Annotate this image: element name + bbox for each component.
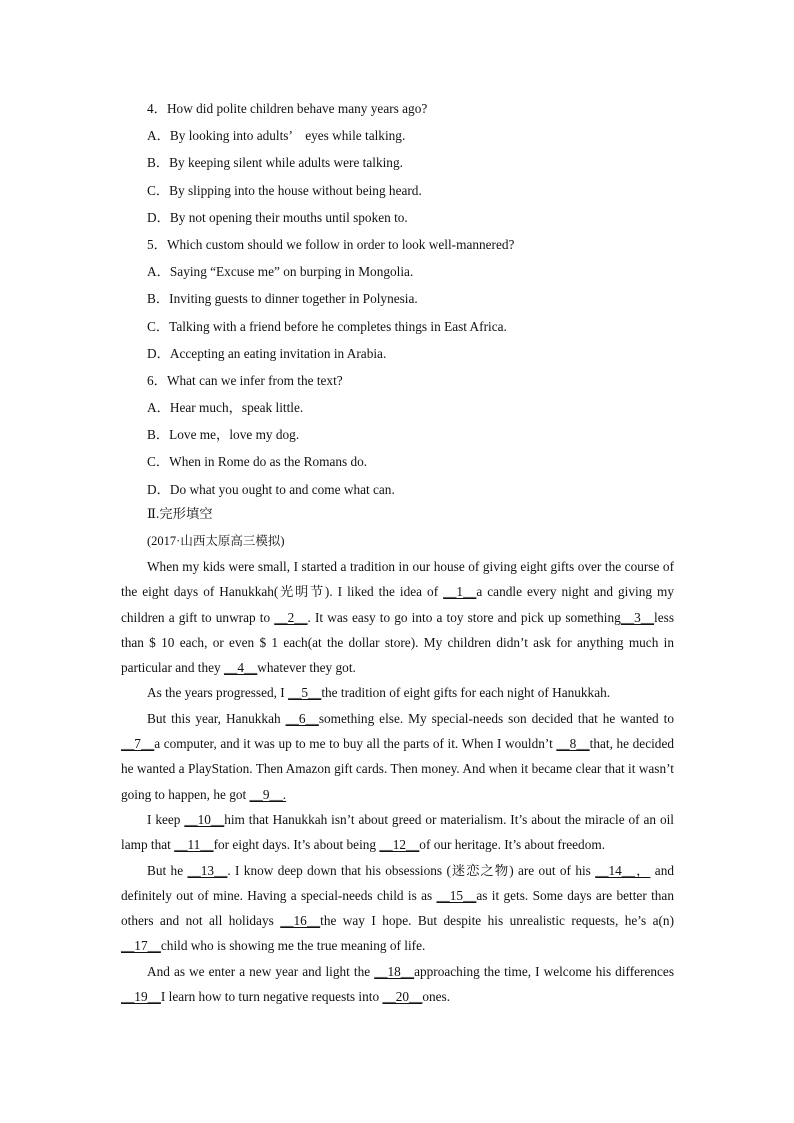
passage-text: of our heritage. It’s about freedom. xyxy=(419,837,606,853)
cloze-blank: __14__， xyxy=(595,862,651,878)
cloze-blank: __4__ xyxy=(224,660,258,676)
cloze-blank: __20__ xyxy=(382,989,423,1005)
cloze-blank: __19__ xyxy=(121,989,161,1005)
option-c: C．When in Rome do as the Romans do. xyxy=(147,454,368,470)
cloze-blank: __12__ xyxy=(379,837,420,853)
passage-text: When my kids were small, I started a tradition in our house of giving eight gifts over the course of the eight days of Hanukkah(光明节). I liked the idea of xyxy=(121,559,674,600)
passage-paragraph xyxy=(121,807,674,858)
option-b: B．By keeping silent while adults were talking. xyxy=(147,155,403,171)
passage-text: something else. My special-needs son decided that he wanted to xyxy=(318,710,674,726)
passage-text: . I know deep down that his obsessions (迷恋之物) are out of his xyxy=(227,862,596,878)
option-c: C．By slipping into the house without being heard. xyxy=(147,182,422,198)
question-list xyxy=(147,95,707,503)
passage-text: for eight days. It’s about being xyxy=(213,837,380,853)
passage-text: a computer, and it was up to me to buy all the parts of it. When I wouldn’t xyxy=(154,736,557,752)
passage-text: that, he decided he wanted a PlayStation. Then Amazon gift cards. Then money. And when it became clear that it wasn’t going to happen, he got xyxy=(121,736,674,802)
option-d: D．Do what you ought to and come what can. xyxy=(147,481,395,497)
passage-text: I keep xyxy=(147,811,185,827)
passage-text: And as we enter a new year and light the xyxy=(147,963,375,979)
cloze-blank: __7__ xyxy=(121,736,155,752)
passage-text: the tradition of eight gifts for each night of Hanukkah. xyxy=(321,685,611,701)
option-a: A．Hear much，speak little. xyxy=(147,400,304,416)
cloze-blank: __11__ xyxy=(174,837,214,853)
question-stem: 5．Which custom should we follow in order to look well-mannered? xyxy=(147,236,515,252)
option-c: C．Talking with a friend before he completes things in East Africa. xyxy=(147,318,507,334)
question-stem: 6．What can we infer from the text? xyxy=(147,372,343,388)
option-d: D．By not opening their mouths until spoken to. xyxy=(147,209,408,225)
passage-text: child who is showing me the true meaning of life. xyxy=(160,938,426,954)
cloze-blank: __10__ xyxy=(184,811,225,827)
passage-paragraph xyxy=(121,554,674,680)
question-stem: 4．How did polite children behave many years ago? xyxy=(147,101,428,116)
option-b: B．Inviting guests to dinner together in Polynesia. xyxy=(147,291,418,307)
passage-paragraph xyxy=(121,959,674,1010)
cloze-blank: __15__ xyxy=(436,887,477,903)
option-b: B．Love me，love my dog. xyxy=(147,427,300,443)
passage-text: as it gets. Some days are better than others and not all holidays xyxy=(121,887,674,929)
option-a: A．By looking into adults’ eyes while talking. xyxy=(147,128,406,144)
passage-text: him that Hanukkah isn’t about greed or materialism. It’s about the miracle of an oil lamp that xyxy=(121,811,674,853)
passage-text: and definitely out of mine. Having a special-needs child is as xyxy=(121,862,675,903)
cloze-blank: __1__ xyxy=(443,584,477,600)
passage-text: ones. xyxy=(422,989,451,1005)
cloze-blank: __2__ xyxy=(274,609,308,625)
cloze-blank: __8__ xyxy=(556,736,590,752)
passage-text: I learn how to turn negative requests into xyxy=(160,989,383,1005)
cloze-blank: __13__ xyxy=(187,862,228,878)
cloze-blank: __16__ xyxy=(280,913,321,929)
passage-text: As the years progressed, I xyxy=(147,685,289,701)
passage-text: whatever they got. xyxy=(257,660,356,676)
passage-text: . It was easy to go into a toy store and pick up something xyxy=(307,609,621,625)
passage-text: approaching the time, I welcome his differences xyxy=(414,963,674,979)
section-title: Ⅱ.完形填空 xyxy=(147,506,213,521)
cloze-blank: __18__ xyxy=(374,963,415,979)
cloze-blank: __3__ xyxy=(620,609,655,625)
passage-paragraph xyxy=(121,858,674,959)
passage-text: But he xyxy=(147,862,188,878)
passage-text: But this year, Hanukkah xyxy=(147,710,286,726)
cloze-blank: __17__ xyxy=(121,938,161,954)
source-note: (2017·山西太原高三模拟) xyxy=(147,534,285,548)
passage-text: the way I hope. But despite his unrealistic requests, he’s a(n) xyxy=(320,913,674,929)
cloze-blank: __5__ xyxy=(288,685,322,701)
cloze-passage xyxy=(121,554,674,1009)
cloze-blank: __9__. xyxy=(249,786,287,802)
option-d: D．Accepting an eating invitation in Arabia. xyxy=(147,345,387,361)
passage-paragraph xyxy=(121,680,674,705)
option-a: A．Saying “Excuse me” on burping in Mongolia. xyxy=(147,264,414,280)
cloze-blank: __6__ xyxy=(285,710,319,726)
passage-text: a candle every night and giving my children a gift to unwrap to xyxy=(121,584,674,625)
passage-paragraph xyxy=(121,706,674,807)
passage-text: less than $ 10 each, or even $ 1 each(at the dollar store). My children didn’t ask for anything much in particular and they xyxy=(121,609,674,676)
